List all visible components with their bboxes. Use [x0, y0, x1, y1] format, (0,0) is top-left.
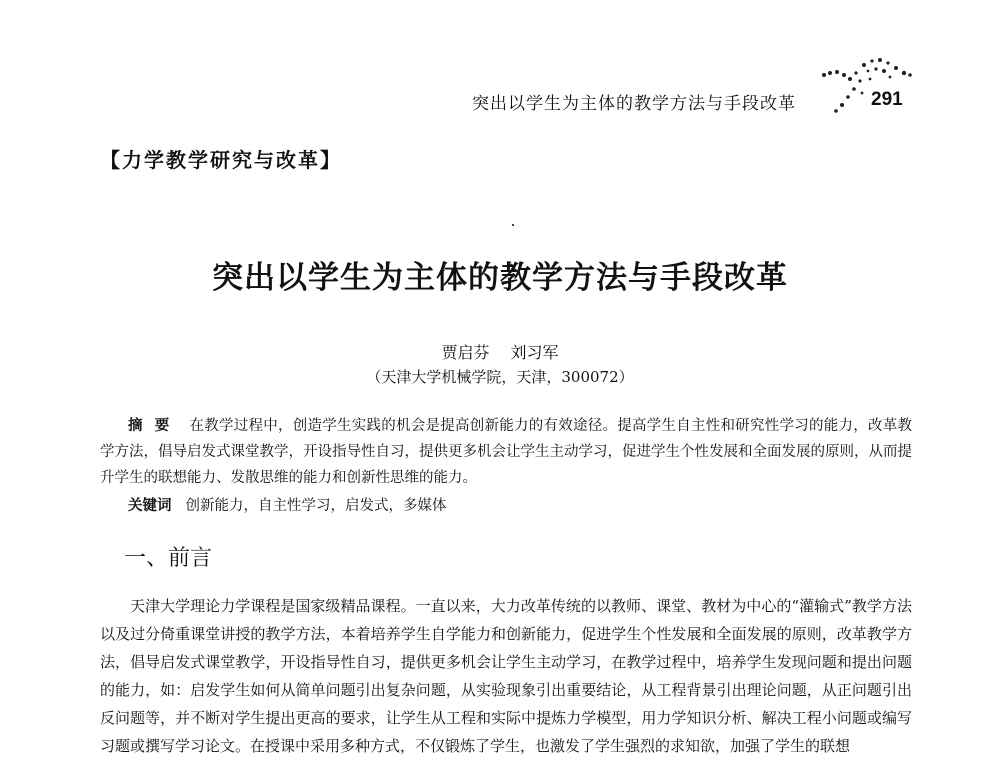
- body-paragraph: 天津大学理论力学课程是国家级精品课程。一直以来，大力改革传统的以教师、课堂、教材为中心的“灌输式”教学方法以及过分倚重课堂讲授的教学方法，本着培养学生自学能力和创新能力，促进学生个性发展和全面发展的原则，改革教学方法，倡导启发式课堂教学，开设指导性自习，提供更多机会让学生主动学习，在教学过程中，培养学生发现问题和提出问题的能力，如：启发学生如何从简单问题引出复杂问题，从实验现象引出重要结论，从工程背景引出理论问题，从正问题引出反问题等，并不断对学生提出更高的要求，让学生从工程和实际中提炼力学模型，用力学知识分析、解决工程小问题或编写习题或撰写学习论文。在授课中采用多种方式，不仅锻炼了学生，也激发了学生强烈的求知欲，加强了学生的联想: [100, 597, 912, 755]
- keywords-label: 关键词: [128, 498, 172, 514]
- author-affiliation: （天津大学机械学院，天津，300072）: [366, 368, 634, 386]
- running-header-title: 突出以学生为主体的教学方法与手段改革: [472, 94, 796, 114]
- keywords-text: 创新能力，自主性学习，启发式，多媒体: [185, 498, 447, 514]
- author-name: 刘习军: [510, 343, 559, 362]
- abstract: [100, 413, 912, 491]
- section-tag: 【力学教学研究与改革】: [100, 148, 342, 172]
- author-list: [0, 340, 1000, 363]
- abstract-text: 在教学过程中，创造学生实践的机会是提高创新能力的有效途径。提高学生自主性和研究性学习的能力，改革教学方法，倡导启发式课堂教学，开设指导性自习，提供更多机会让学生主动学习，促进学生个性发展和全面发展的原则，从而提升学生的联想能力、发散思维的能力和创新性思维的能力。: [100, 418, 912, 486]
- keywords: [128, 494, 447, 515]
- decorative-dot: [512, 224, 514, 226]
- abstract-label: 摘要: [128, 418, 182, 434]
- section-heading: 一、前言: [124, 546, 213, 571]
- article-title: 突出以学生为主体的教学方法与手段改革: [212, 260, 788, 296]
- page-number: 291: [871, 89, 903, 110]
- author-name: 贾启芬: [441, 343, 490, 362]
